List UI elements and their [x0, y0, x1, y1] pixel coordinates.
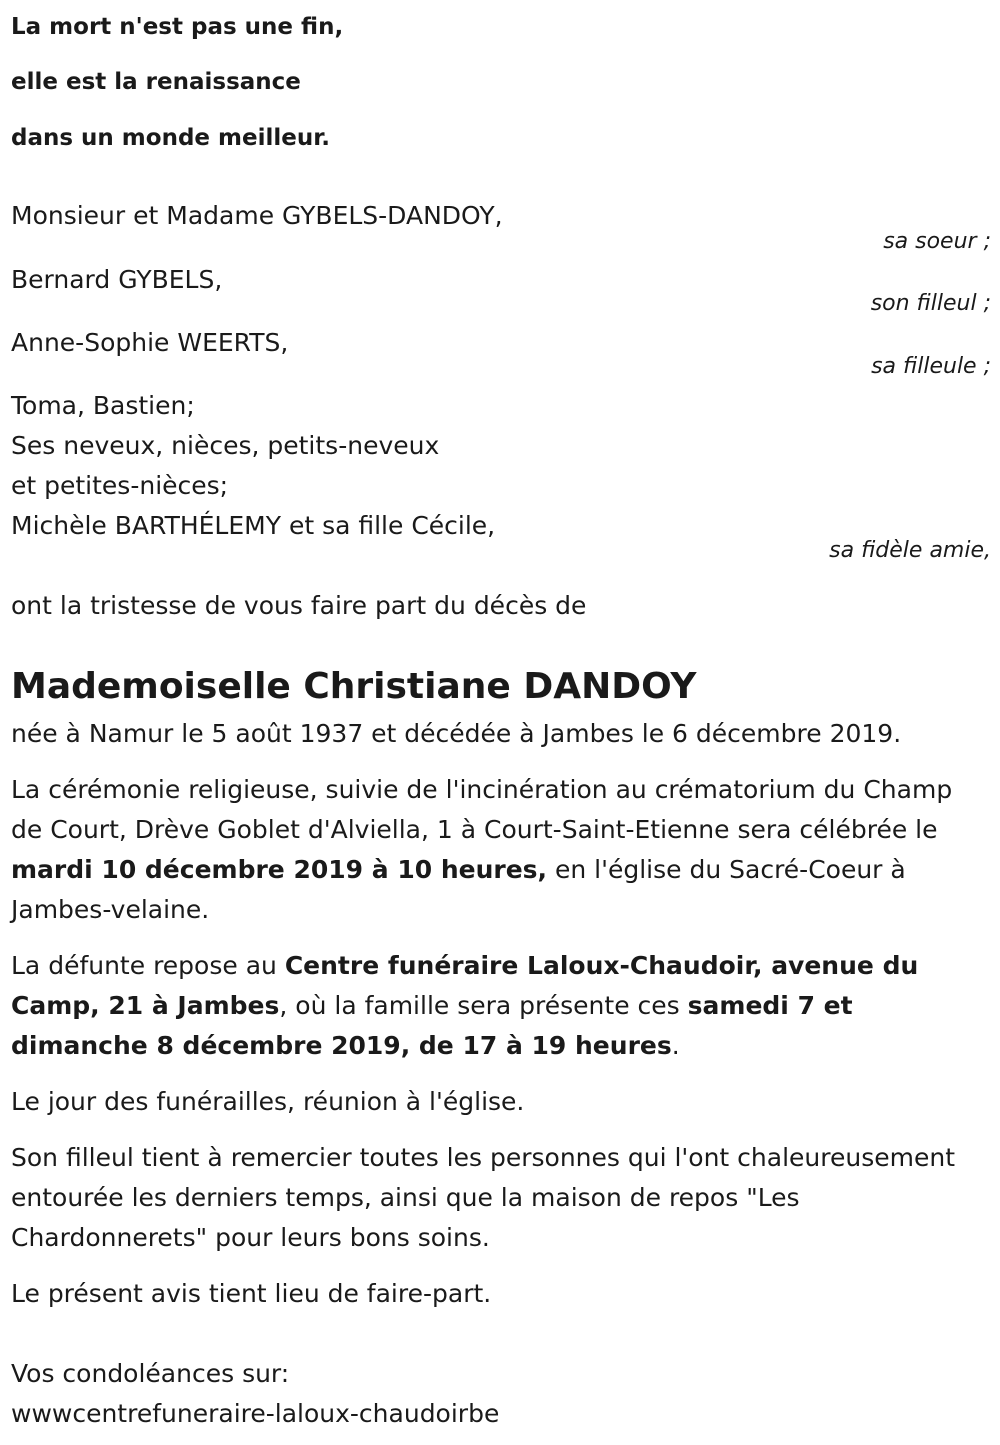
- notice-paragraph: Le présent avis tient lieu de faire-part.: [11, 1279, 492, 1308]
- others-line-1: Toma, Bastien;: [11, 391, 195, 420]
- others-line-4: Michèle BARTHÉLEMY et sa fille Cécile,: [11, 511, 496, 540]
- family-relation-3: sa filleule ;: [871, 354, 991, 379]
- deceased-name: Mademoiselle Christiane DANDOY: [11, 666, 697, 707]
- meeting-paragraph: Le jour des funérailles, réunion à l'église.: [11, 1087, 525, 1116]
- others-relation: sa fidèle amie,: [829, 538, 991, 563]
- repose-paragraph: [11, 946, 971, 1066]
- family-name-1: Monsieur et Madame GYBELS-DANDOY,: [11, 201, 503, 230]
- verse-line-1: La mort n'est pas une fin,: [11, 14, 344, 40]
- repose-text-2: , où la famille sera présente ces: [279, 991, 688, 1020]
- condolences-link[interactable]: wwwcentrefuneraire-laloux-chaudoirbe: [11, 1399, 500, 1428]
- repose-location: Centre funéraire Laloux-Chaudoir, avenue du Camp, 21 à Jambes: [11, 951, 919, 1020]
- ceremony-text-2: en l'église du Sacré-Coeur à Jambes-velaine.: [11, 855, 906, 924]
- ceremony-date: mardi 10 décembre 2019 à 10 heures,: [11, 855, 548, 884]
- repose-visiting-hours: samedi 7 et dimanche 8 décembre 2019, de 17 à 19 heures: [11, 991, 853, 1060]
- family-relation-2: son filleul ;: [870, 291, 991, 316]
- others-line-3: et petites-nièces;: [11, 471, 229, 500]
- condolences-label: Vos condoléances sur:: [11, 1359, 290, 1388]
- family-name-3: Anne-Sophie WEERTS,: [11, 328, 289, 357]
- ceremony-text-1: La cérémonie religieuse, suivie de l'incinération au crématorium du Champ de Court, Drève Goblet d'Alviella, 1 à Court-Saint-Etienne sera célébrée le: [11, 775, 953, 844]
- repose-text-3: .: [671, 1031, 680, 1060]
- verse-line-2: elle est la renaissance: [11, 69, 301, 95]
- family-name-2: Bernard GYBELS,: [11, 265, 223, 294]
- deceased-dates: née à Namur le 5 août 1937 et décédée à Jambes le 6 décembre 2019.: [11, 719, 902, 748]
- repose-text-1: La défunte repose au: [11, 951, 285, 980]
- announcement: ont la tristesse de vous faire part du décès de: [11, 591, 587, 620]
- ceremony-paragraph: [11, 770, 971, 930]
- verse-line-3: dans un monde meilleur.: [11, 125, 331, 151]
- family-relation-1: sa soeur ;: [883, 229, 991, 254]
- others-line-2: Ses neveux, nièces, petits-neveux: [11, 431, 440, 460]
- thanks-paragraph: Son filleul tient à remercier toutes les personnes qui l'ont chaleureusement entourée les derniers temps, ainsi que la maison de repos "Les Chardonnerets" pour leurs bons soins.: [11, 1143, 955, 1252]
